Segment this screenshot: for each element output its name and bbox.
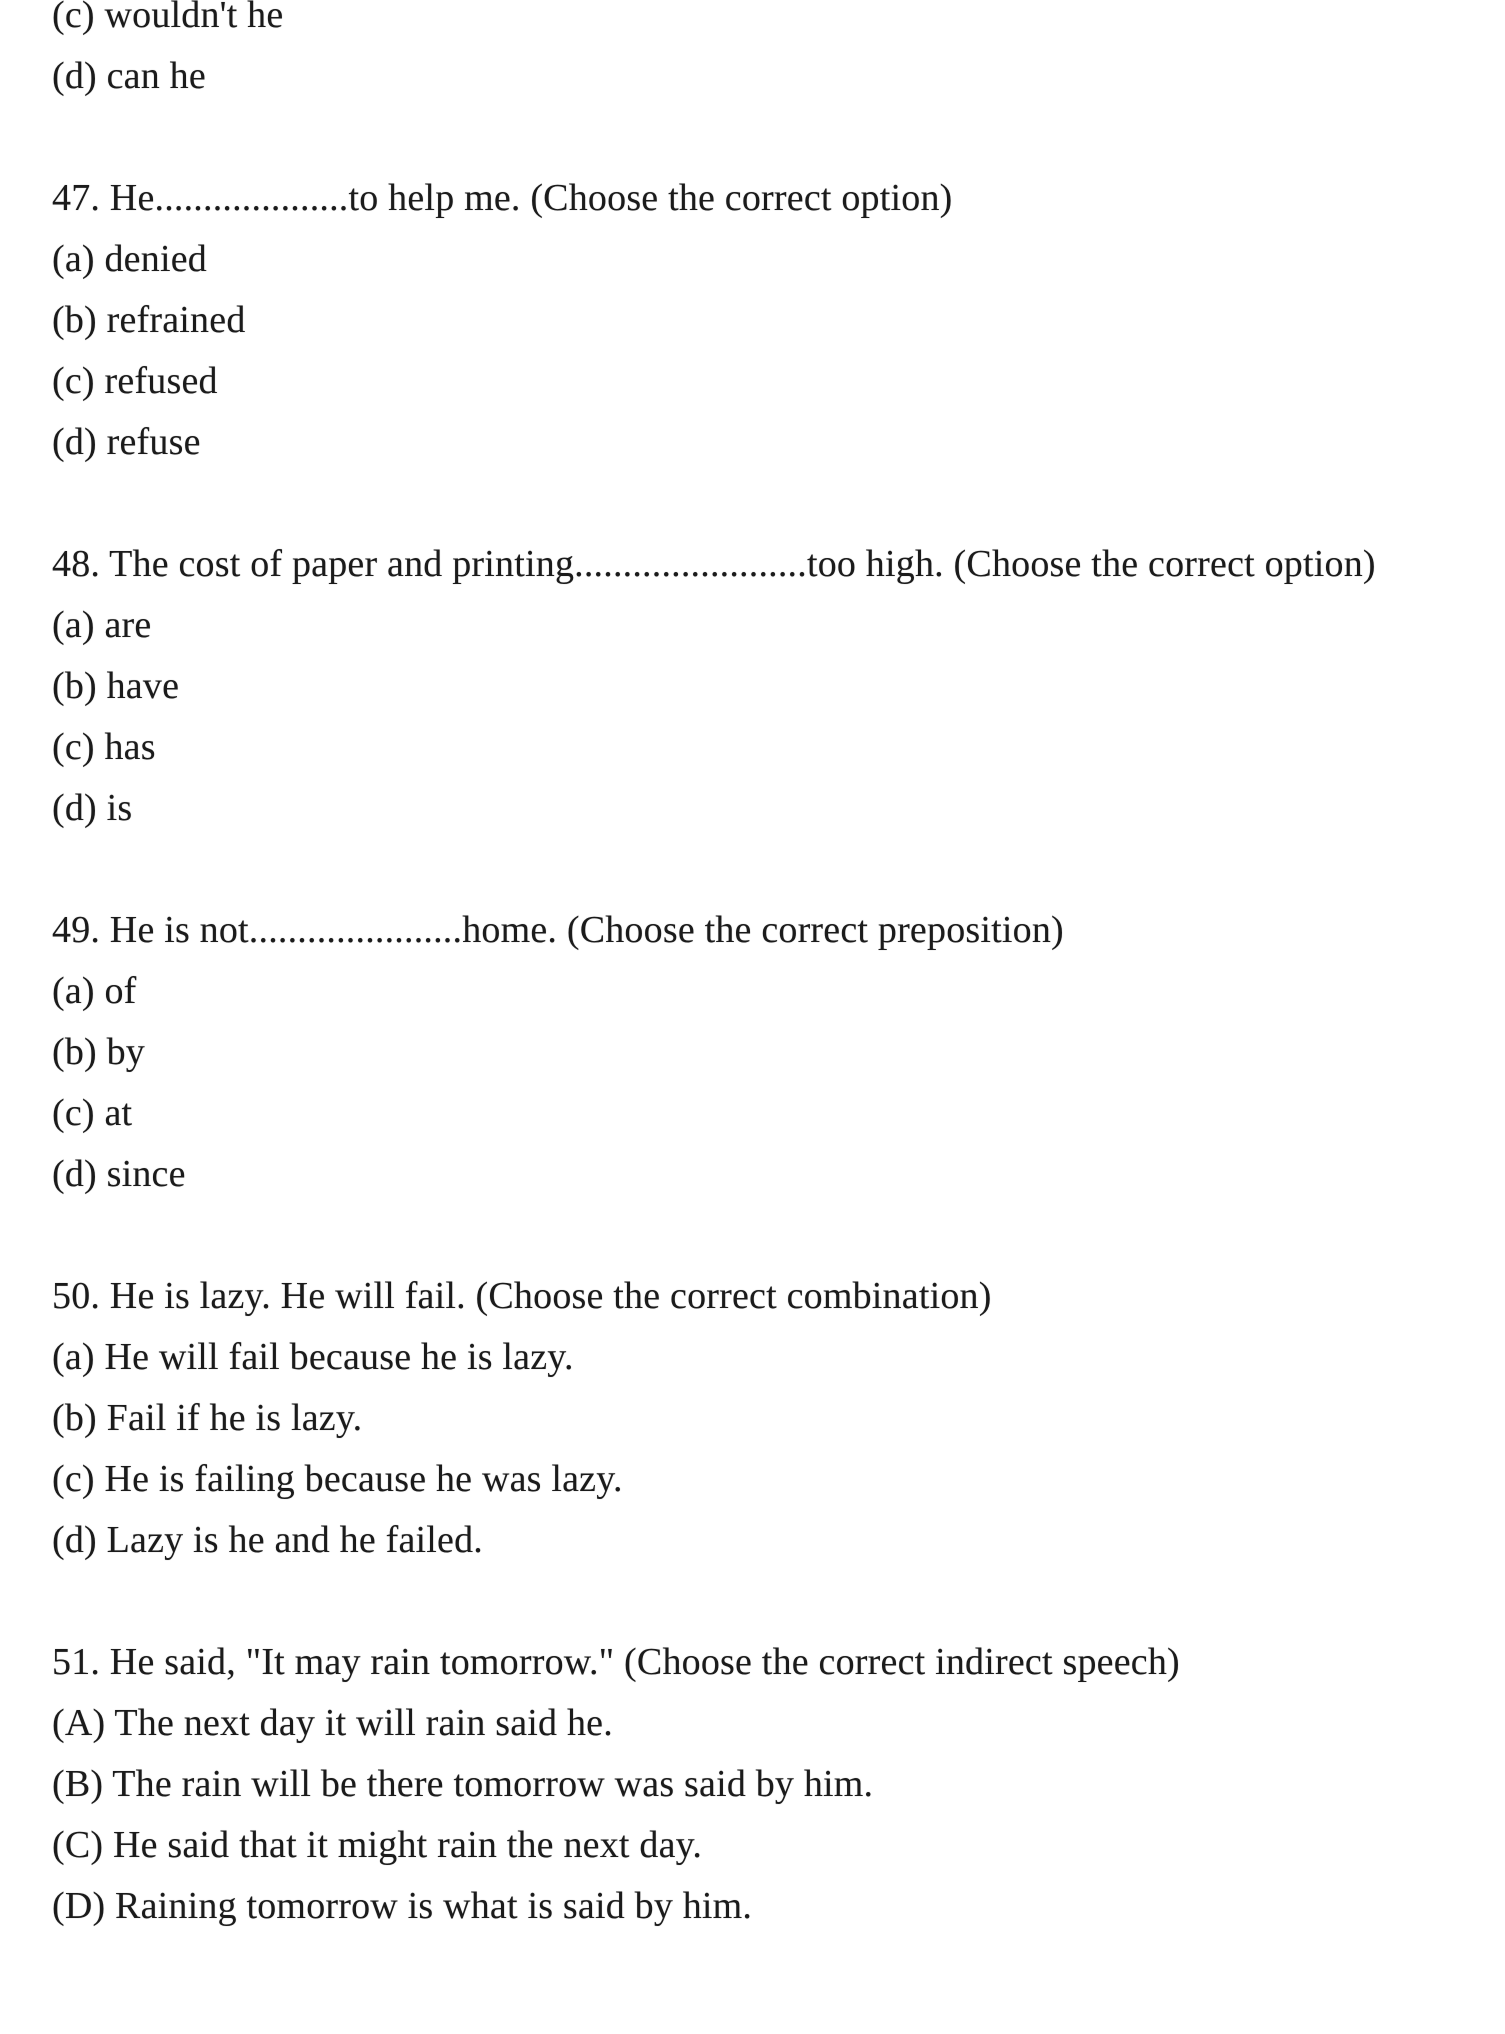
question-prompt: 50. He is lazy. He will fail. (Choose the correct combination): [52, 1275, 992, 1317]
carryover-options-block: [52, 0, 1465, 107]
option-line: (b) have: [52, 665, 180, 707]
option-line: (c) He is failing because he was lazy.: [52, 1458, 623, 1500]
option-line: (A) The next day it will rain said he.: [52, 1702, 613, 1744]
question-block-51: [52, 1632, 1465, 1937]
option-line: (C) He said that it might rain the next day.: [52, 1824, 703, 1866]
option-line: (d) is: [52, 787, 133, 829]
option-line: (d) refuse: [52, 421, 201, 463]
option-line: (d) can he: [52, 55, 206, 97]
option-line: (c) has: [52, 726, 156, 768]
option-line: (c) at: [52, 1092, 133, 1134]
question-prompt: 51. He said, "It may rain tomorrow." (Choose the correct indirect speech): [52, 1641, 1180, 1683]
option-line: (a) He will fail because he is lazy.: [52, 1336, 574, 1378]
question-block-50: [52, 1266, 1465, 1571]
question-prompt: 49. He is not......................home. (Choose the correct preposition): [52, 909, 1064, 951]
option-line: (b) Fail if he is lazy.: [52, 1397, 363, 1439]
question-block-49: [52, 900, 1465, 1205]
option-line: (D) Raining tomorrow is what is said by him.: [52, 1885, 753, 1927]
option-line: (B) The rain will be there tomorrow was said by him.: [52, 1763, 874, 1805]
question-prompt: 47. He....................to help me. (Choose the correct option): [52, 177, 953, 219]
question-block-48: [52, 534, 1465, 839]
option-line: (b) refrained: [52, 299, 246, 341]
option-line: (b) by: [52, 1031, 146, 1073]
question-prompt: 48. The cost of paper and printing........................too high. (Choose the correct option): [52, 543, 1376, 585]
option-line: (d) Lazy is he and he failed.: [52, 1519, 483, 1561]
option-line: (a) of: [52, 970, 137, 1012]
option-line: (a) denied: [52, 238, 207, 280]
option-line: (c) refused: [52, 360, 218, 402]
option-line: (d) since: [52, 1153, 186, 1195]
option-line: (c) wouldn't he: [52, 0, 284, 36]
question-block-47: [52, 168, 1465, 473]
option-line: (a) are: [52, 604, 152, 646]
